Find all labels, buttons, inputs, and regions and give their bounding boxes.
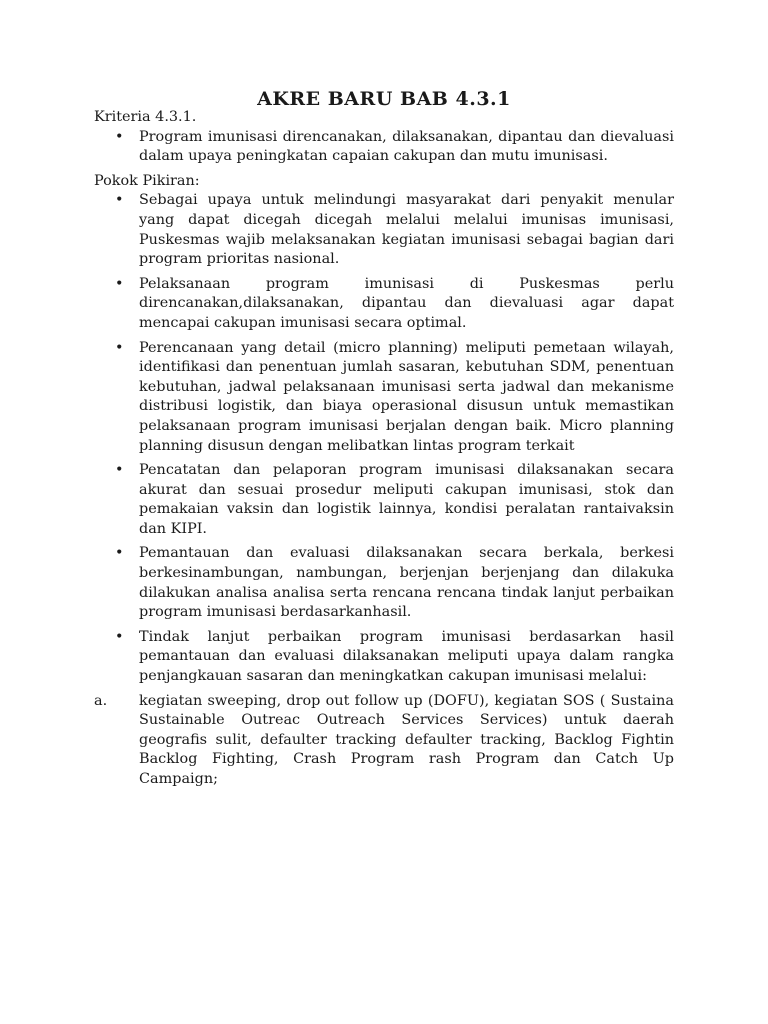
pokok-bullet — [94, 275, 674, 334]
pokok-bullet-text: Pelaksanaan program imunisasi di Puskesmas perlu direncanakan,dilaksanakan, dipantau dan dievaluasi agar dapat mencapai cakupan imunisasi secara optimal. — [139, 275, 674, 331]
pokok-bullet-text: Pemantauan dan evaluasi dilaksanakan secara berkala, berkesi berkesinambungan, nambungan, berjenjan berjenjang dan dilakuka dilakukan analisa analisa serta rencana rencana tindak lanjut perbaikan program imunisasi berdasarkanhasil. — [139, 545, 674, 621]
pokok-sublist — [94, 692, 674, 790]
bullet-icon: • — [115, 275, 124, 292]
pokok-bullet — [94, 191, 674, 269]
pokok-bullet — [94, 544, 674, 622]
list-item-text: kegiatan sweeping, drop out follow up (DOFU), kegiatan SOS ( Sustaina Sustainable Outreac Outreach Services Services) untuk daerah geografis sulit, defaulter tracking defaulter tracking, Backlog Fightin Backlog Fighting, Crash Program rash Program dan Catch Up Campaign; — [139, 692, 674, 787]
criteria-bullet — [94, 128, 674, 167]
pokok-label: Pokok Pikiran: — [94, 172, 200, 189]
page-title: AKRE BARU BAB 4.3.1 — [257, 88, 511, 110]
pokok-bullet-text: Sebagai upaya untuk melindungi masyarakat dari penyakit menular yang dapat dicegah dicegah melalui melalui imunisas imunisasi, Puskesmas wajib melaksanakan kegiatan imunisasi sebagai bagian dari program prioritas nasional. — [139, 192, 674, 268]
pokok-bullet — [94, 461, 674, 539]
bullet-icon: • — [115, 128, 124, 145]
pokok-bullet — [94, 628, 674, 687]
bullet-icon: • — [115, 462, 124, 479]
bullet-icon: • — [115, 545, 124, 562]
bullet-icon: • — [115, 628, 124, 645]
bullet-icon: • — [115, 339, 124, 356]
pokok-bullet — [94, 339, 674, 457]
pokok-bullet-text: Pencatatan dan pelaporan program imunisasi dilaksanakan secara akurat dan sesuai prosedur meliputi cakupan imunisasi, stok dan pemakaian vaksin dan logistik lainnya, kondisi peralatan rantaivaksin dan KIPI. — [139, 462, 674, 537]
pokok-bullet-text: Perencanaan yang detail (micro planning) meliputi pemetaan wilayah, identifikasi dan penentuan jumlah sasaran, kebutuhan SDM, penentuan kebutuhan, jadwal pelaksanaan imunisasi serta jadwal dan mekanisme distribusi logistik, dan biaya operasional disusun untuk memastikan pelaksanaan program imunisasi berjalan dengan baik. Micro planning planning disusun dengan melibatkan lintas program terkait — [139, 339, 674, 454]
pokok-list — [94, 191, 674, 686]
pokok-bullet-text: Tindak lanjut perbaikan program imunisasi berdasarkan hasil pemantauan dan evaluasi dilaksanakan meliputi upaya dalam rangka penjangkauan sasaran dan meningkatkan cakupan imunisasi melalui: — [139, 628, 674, 685]
bullet-icon: • — [115, 192, 124, 209]
criteria-label: Kriteria 4.3.1. — [94, 109, 197, 125]
criteria-list — [94, 128, 674, 167]
list-item — [94, 692, 674, 790]
criteria-bullet-text: Program imunisasi direncanakan, dilaksanakan, dipantau dan dievaluasi dalam upaya peningkatan capaian cakupan dan mutu imunisasi. — [139, 128, 674, 165]
list-marker: a. — [94, 692, 108, 709]
document-body — [94, 108, 674, 790]
